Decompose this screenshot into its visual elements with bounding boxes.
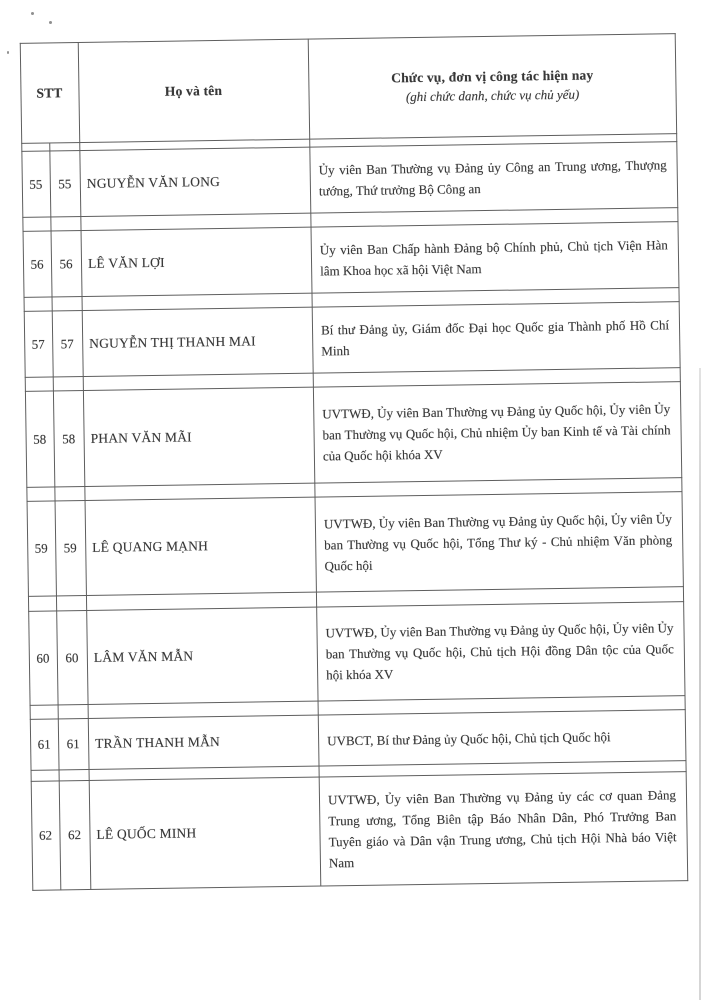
person-position-text: UVTWĐ, Ủy viên Ban Thường vụ Đảng ủy Quốc hội, Ủy viên Ủy ban Thường vụ Quốc hội, Chủ tịch Hội đồng Dân tộc của Quốc hội khóa XV [325,620,674,683]
table-row [25,381,682,488]
scan-speck [31,12,34,15]
person-name: LÊ QUANG MẠNH [92,538,209,555]
column-header-position-subtitle: (ghi chức danh, chức vụ chủ yếu) [405,86,580,105]
row-number-secondary: 61 [66,736,80,752]
row-number: 56 [30,256,44,272]
person-name: TRẦN THANH MẪN [95,734,221,751]
column-header-position [308,34,677,138]
column-header-stt-label: STT [36,84,63,101]
person-name: NGUYỄN THỊ THANH MAI [89,332,256,351]
person-position [313,382,682,482]
row-number-secondary: 55 [58,175,72,191]
person-name: LÊ QUỐC MINH [96,825,197,842]
table-row [24,301,681,378]
person-position [318,710,687,765]
scan-speck [49,21,52,24]
person-position-text: UVBCT, Bí thư Đảng ủy Quốc hội, Chủ tịch Quốc hội [327,728,611,748]
scan-edge-artifact [699,368,701,1000]
personnel-table [20,33,689,891]
row-number-secondary: 57 [60,335,74,351]
table-row [30,709,687,771]
row-number: 60 [36,650,50,666]
person-position-text: UVTWĐ, Ủy viên Ban Thường vụ Đảng ủy Quốc hội, Ủy viên Ủy ban Thường vụ Quốc hội, Chủ nhiệm Ủy ban Kinh tế và Tài chính của Quốc hội khóa XV [322,401,671,464]
person-position [319,772,689,885]
person-position-text: Ủy viên Ban Thường vụ Đảng ủy Công an Trung ương, Thượng tướng, Thứ trưởng Bộ Công an [318,156,667,198]
row-number: 55 [29,176,43,192]
row-number-secondary: 56 [59,255,73,271]
person-position-text: Bí thư Đảng ủy, Giám đốc Đại học Quốc gia Thành phố Hồ Chí Minh [320,316,670,358]
table-row [31,771,689,891]
row-number: 57 [31,336,45,352]
person-position [316,602,685,700]
row-number-secondary: 62 [67,827,82,843]
table-row [27,491,684,597]
table-row [23,221,680,298]
column-header-stt [20,43,79,143]
scan-speck [7,51,9,54]
table-row [21,141,678,218]
row-number: 62 [38,827,53,843]
person-position [309,142,678,212]
person-position [315,492,684,591]
row-number-secondary: 60 [65,649,79,665]
table-row [28,601,685,706]
column-header-name-label: Họ và tên [164,82,223,99]
person-name: PHAN VĂN MÃI [90,428,192,446]
person-position-text: UVTWĐ, Ủy viên Ban Thường vụ Đảng ủy Quốc hội, Ủy viên Ủy ban Thường vụ Quốc hội, Tổng Thư ký - Chủ nhiệm Văn phòng Quốc hội [323,510,673,573]
row-number: 59 [34,540,48,556]
row-number-secondary: 58 [62,430,76,446]
person-name: NGUYỄN VĂN LONG [86,173,221,191]
person-name: LÊ VĂN LỢI [87,254,165,271]
row-number: 58 [33,431,47,447]
person-position-text: UVTWĐ, Ủy viên Ban Thường vụ Đảng ủy các cơ quan Đảng Trung ương, Tổng Biên tập Báo Nhân Dân, Phó Trưởng Ban Tuyên giáo và Dân vận Trung ương, Chủ tịch Hội Nhà báo Việt Nam [327,787,677,871]
column-header-name [78,40,309,142]
person-position-text: Ủy viên Ban Chấp hành Đảng bộ Chính phủ, Chủ tịch Viện Hàn lâm Khoa học xã hội Việt Nam [319,236,668,278]
person-position [311,222,680,292]
row-number: 61 [37,736,51,752]
table-header-row [20,33,677,144]
person-position [312,302,681,372]
person-name: LÂM VĂN MẪN [93,647,194,665]
column-header-position-title: Chức vụ, đơn vị công tác hiện nay [391,67,594,86]
row-number-secondary: 59 [63,540,77,556]
